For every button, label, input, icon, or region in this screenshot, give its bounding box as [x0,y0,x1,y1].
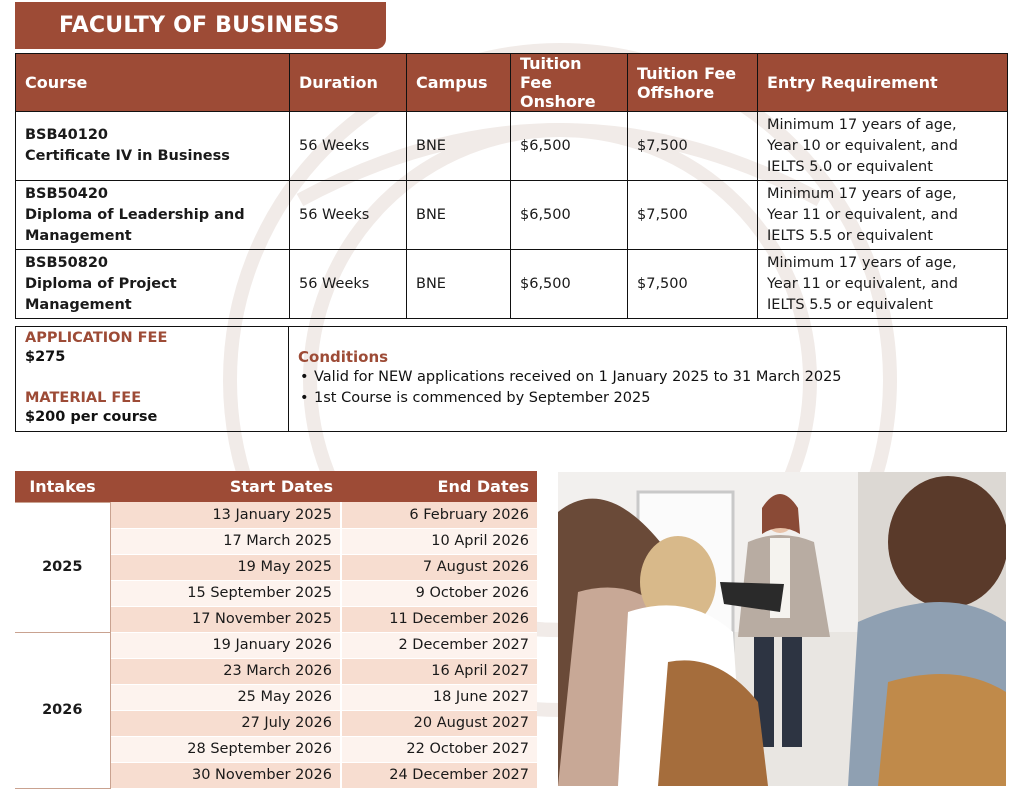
application-fee-label: APPLICATION FEE [25,330,168,346]
fee-onshore-cell: $6,500 [511,250,628,319]
fee-onshore-cell: $6,500 [511,181,628,250]
course-cell: BSB50820 Diploma of Project Management [16,250,290,319]
course-table-header [16,54,1008,112]
conditions-title: Conditions [298,348,389,366]
fee-offshore-cell: $7,500 [628,250,758,319]
fee-summary [16,327,289,431]
intake-row [15,632,537,658]
entry-requirement-cell: Minimum 17 years of age, Year 11 or equivalent, and IELTS 5.5 or equivalent [758,181,1008,250]
material-fee-label: MATERIAL FEE [25,390,142,406]
end-date: 2 December 2027 [341,632,537,658]
start-date: 13 January 2025 [110,502,341,528]
intake-year: 2025 [15,502,110,632]
course-row [16,181,1008,250]
header-entry-requirement: Entry Requirement [758,54,1008,112]
end-date: 20 August 2027 [341,710,537,736]
intakes-header [15,471,537,502]
duration-cell: 56 Weeks [290,181,407,250]
header-intakes: Intakes [15,471,110,502]
end-date: 7 August 2026 [341,554,537,580]
conditions-list [298,367,997,409]
faculty-title: FACULTY OF BUSINESS [59,13,340,38]
course-row [16,112,1008,181]
end-date: 6 February 2026 [341,502,537,528]
header-duration: Duration [290,54,407,112]
fee-offshore-cell: $7,500 [628,181,758,250]
classroom-photo [558,472,1006,786]
faculty-banner [15,2,386,49]
fee-box [15,326,1007,432]
end-date: 11 December 2026 [341,606,537,632]
start-date: 27 July 2026 [110,710,341,736]
course-cell: BSB40120 Certificate IV in Business [16,112,290,181]
campus-cell: BNE [407,250,511,319]
intake-year: 2026 [15,632,110,788]
course-cell: BSB50420 Diploma of Leadership and Management [16,181,290,250]
header-start-dates: Start Dates [110,471,341,502]
start-date: 19 January 2026 [110,632,341,658]
header-fee-offshore: Tuition Fee Offshore [628,54,758,112]
start-date: 28 September 2026 [110,736,341,762]
intake-row [15,502,537,528]
duration-cell: 56 Weeks [290,112,407,181]
end-date: 22 October 2027 [341,736,537,762]
entry-requirement-cell: Minimum 17 years of age, Year 11 or equivalent, and IELTS 5.5 or equivalent [758,250,1008,319]
start-date: 25 May 2026 [110,684,341,710]
material-fee-value: $200 per course [25,409,158,425]
fee-offshore-cell: $7,500 [628,112,758,181]
header-campus: Campus [407,54,511,112]
header-end-dates: End Dates [341,471,537,502]
course-row [16,250,1008,319]
end-date: 10 April 2026 [341,528,537,554]
fee-onshore-cell: $6,500 [511,112,628,181]
condition-item: • Valid for NEW applications received on 1 January 2025 to 31 March 2025 [298,367,997,388]
start-date: 19 May 2025 [110,554,341,580]
start-date: 17 November 2025 [110,606,341,632]
course-table [15,53,1008,319]
start-date: 15 September 2025 [110,580,341,606]
end-date: 18 June 2027 [341,684,537,710]
start-date: 30 November 2026 [110,762,341,788]
intakes-table [15,471,537,789]
end-date: 16 April 2027 [341,658,537,684]
header-course: Course [16,54,290,112]
end-date: 24 December 2027 [341,762,537,788]
start-date: 17 March 2025 [110,528,341,554]
campus-cell: BNE [407,112,511,181]
duration-cell: 56 Weeks [290,250,407,319]
start-date: 23 March 2026 [110,658,341,684]
end-date: 9 October 2026 [341,580,537,606]
condition-item: • 1st Course is commenced by September 2025 [298,388,997,409]
entry-requirement-cell: Minimum 17 years of age, Year 10 or equivalent, and IELTS 5.0 or equivalent [758,112,1008,181]
header-fee-onshore: Tuition Fee Onshore [511,54,628,112]
conditions-panel [289,327,1006,431]
application-fee-value: $275 [25,349,66,365]
campus-cell: BNE [407,181,511,250]
